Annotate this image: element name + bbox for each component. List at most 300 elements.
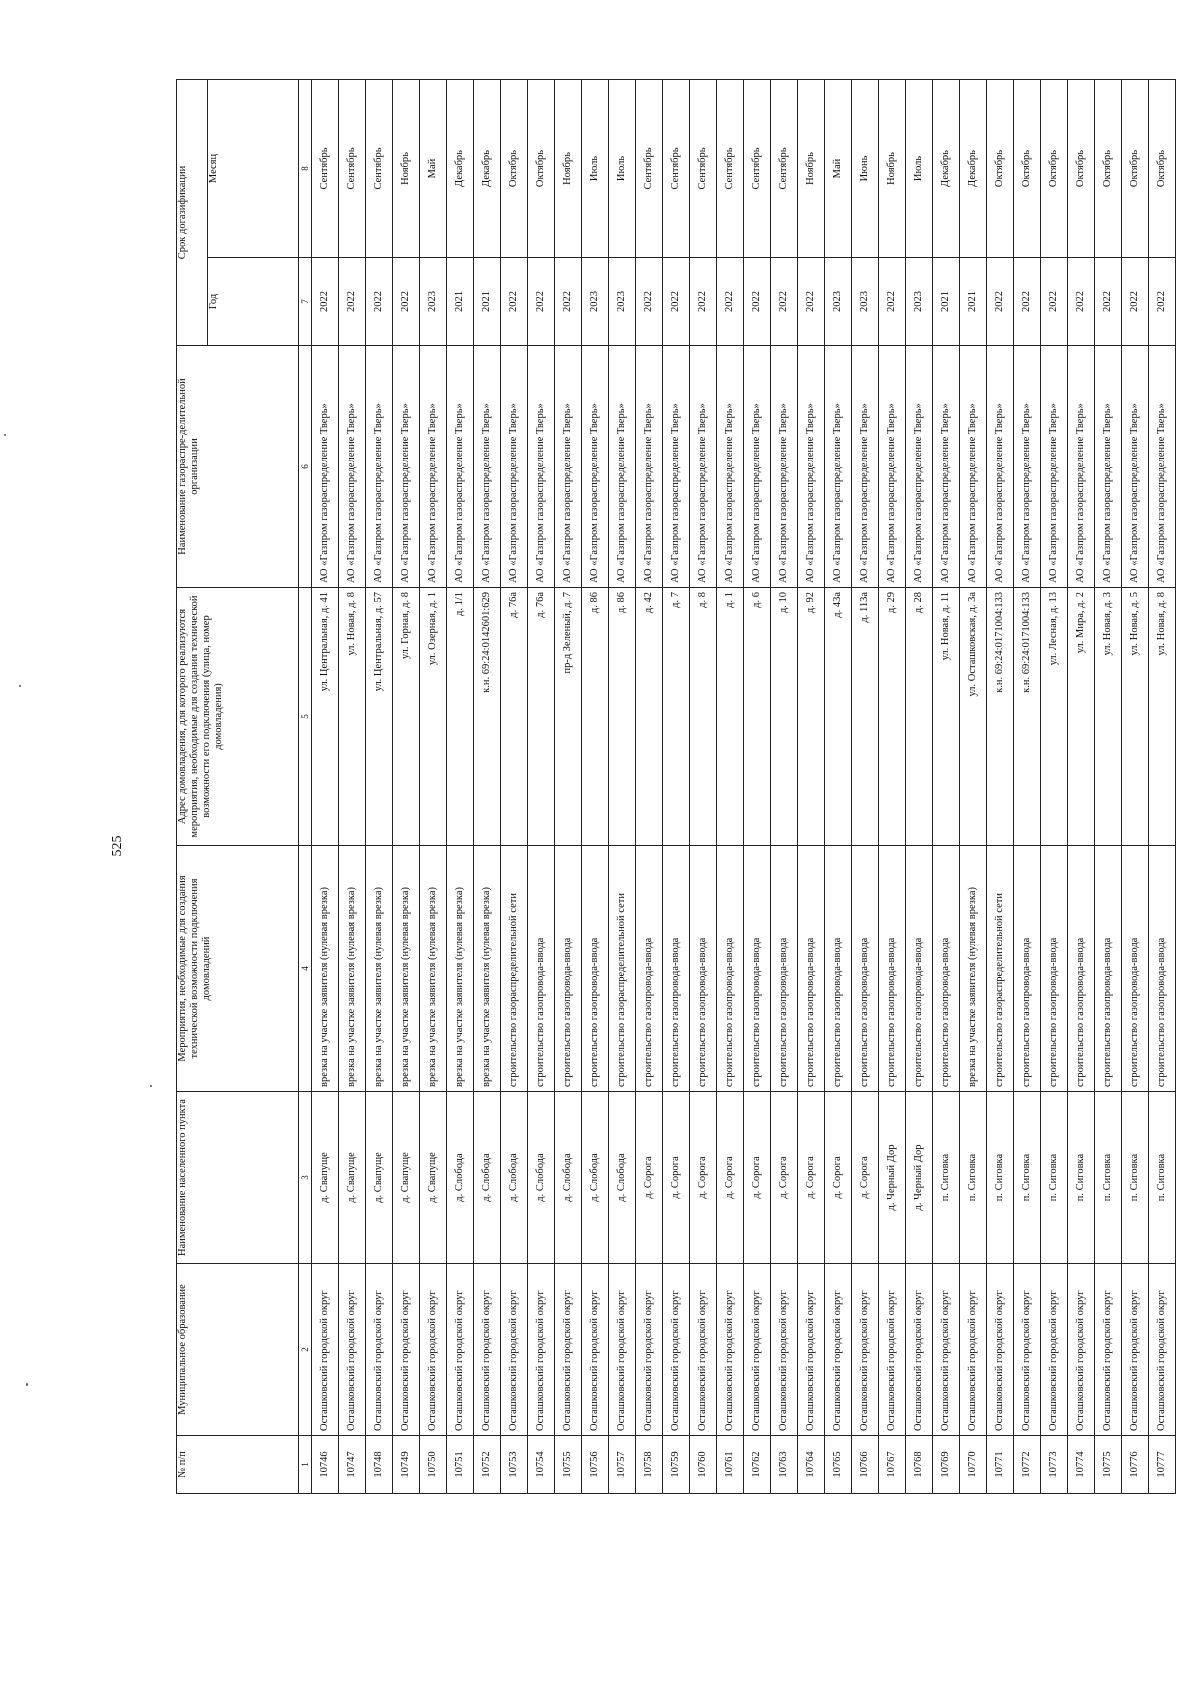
table-row	[1095, 79, 1122, 1493]
table-row	[474, 79, 501, 1493]
month-cell: Октябрь	[528, 79, 555, 257]
table-row	[528, 79, 555, 1493]
municipality-cell: Осташковский городской округ	[609, 1264, 636, 1436]
month-cell: Сентябрь	[744, 79, 771, 257]
address-cell: ул. Лесная, д. 13	[1041, 588, 1068, 846]
row-number: 10776	[1122, 1436, 1149, 1494]
table-row	[906, 79, 933, 1493]
locality-cell: п. Сиговка	[960, 1092, 987, 1264]
header-num: № п/п	[177, 1436, 299, 1494]
activity-cell: строительство газопровода-ввода	[1149, 846, 1176, 1092]
address-cell: д. 43а	[825, 588, 852, 846]
organization-cell: АО «Газпром газораспределение Тверь»	[717, 346, 744, 588]
address-cell: ул. Осташковская, д. 3а	[960, 588, 987, 846]
year-cell: 2023	[906, 258, 933, 346]
column-number: 1	[299, 1436, 312, 1494]
locality-cell: п. Сиговка	[1068, 1092, 1095, 1264]
address-cell: д. 76а	[528, 588, 555, 846]
year-cell: 2021	[933, 258, 960, 346]
municipality-cell: Осташковский городской округ	[1041, 1264, 1068, 1436]
header-term: Срок догазификации	[177, 79, 208, 345]
table-row	[987, 79, 1014, 1493]
row-number: 10751	[447, 1436, 474, 1494]
row-number: 10764	[798, 1436, 825, 1494]
month-cell: Июль	[906, 79, 933, 257]
year-cell: 2021	[474, 258, 501, 346]
locality-cell: п. Сиговка	[1122, 1092, 1149, 1264]
header-municipality: Муниципальное образование	[177, 1264, 299, 1436]
address-cell: ул. Горная, д. 8	[393, 588, 420, 846]
row-number: 10753	[501, 1436, 528, 1494]
municipality-cell: Осташковский городской округ	[339, 1264, 366, 1436]
header-year: Год	[208, 258, 299, 346]
municipality-cell: Осташковский городской округ	[933, 1264, 960, 1436]
header-activity: Мероприятия, необходимые для создания технической возможности подключения домовладений	[177, 846, 299, 1092]
locality-cell: д. Сорога	[744, 1092, 771, 1264]
scan-speck	[26, 1383, 28, 1386]
organization-cell: АО «Газпром газораспределение Тверь»	[609, 346, 636, 588]
year-cell: 2022	[1149, 258, 1176, 346]
year-cell: 2022	[528, 258, 555, 346]
row-number: 10775	[1095, 1436, 1122, 1494]
activity-cell: строительство газопровода-ввода	[1041, 846, 1068, 1092]
row-number: 10763	[771, 1436, 798, 1494]
locality-cell: п. Сиговка	[987, 1092, 1014, 1264]
address-cell: д. 1/1	[447, 588, 474, 846]
scan-speck	[4, 434, 6, 436]
row-number: 10767	[879, 1436, 906, 1494]
organization-cell: АО «Газпром газораспределение Тверь»	[1149, 346, 1176, 588]
municipality-cell: Осташковский городской округ	[582, 1264, 609, 1436]
activity-cell: врезка на участке заявителя (нулевая врезка)	[339, 846, 366, 1092]
municipality-cell: Осташковский городской округ	[1149, 1264, 1176, 1436]
address-cell: ул. Мира, д. 2	[1068, 588, 1095, 846]
row-number: 10774	[1068, 1436, 1095, 1494]
activity-cell: строительство газораспределительной сети	[609, 846, 636, 1092]
organization-cell: АО «Газпром газораспределение Тверь»	[339, 346, 366, 588]
activity-cell: строительство газопровода-ввода	[825, 846, 852, 1092]
table-row	[393, 79, 420, 1493]
activity-cell: врезка на участке заявителя (нулевая врезка)	[366, 846, 393, 1092]
row-number: 10754	[528, 1436, 555, 1494]
address-cell: ул. Новая, д. 8	[1149, 588, 1176, 846]
municipality-cell: Осташковский городской округ	[825, 1264, 852, 1436]
activity-cell: строительство газопровода-ввода	[906, 846, 933, 1092]
address-cell: д. 10	[771, 588, 798, 846]
locality-cell: д. Сорога	[717, 1092, 744, 1264]
table-row	[339, 79, 366, 1493]
address-cell: д. 29	[879, 588, 906, 846]
table-row	[1014, 79, 1041, 1493]
table-row	[798, 79, 825, 1493]
month-cell: Июнь	[852, 79, 879, 257]
row-number: 10752	[474, 1436, 501, 1494]
table-row	[420, 79, 447, 1493]
month-cell: Сентябрь	[663, 79, 690, 257]
month-cell: Октябрь	[1095, 79, 1122, 257]
row-number: 10777	[1149, 1436, 1176, 1494]
month-cell: Декабрь	[933, 79, 960, 257]
month-cell: Октябрь	[1122, 79, 1149, 257]
table-row	[852, 79, 879, 1493]
organization-cell: АО «Газпром газораспределение Тверь»	[1068, 346, 1095, 588]
address-cell: ул. Новая, д. 8	[339, 588, 366, 846]
organization-cell: АО «Газпром газораспределение Тверь»	[393, 346, 420, 588]
activity-cell: строительство газопровода-ввода	[663, 846, 690, 1092]
month-cell: Ноябрь	[393, 79, 420, 257]
row-number: 10755	[555, 1436, 582, 1494]
activity-cell: строительство газопровода-ввода	[744, 846, 771, 1092]
month-cell: Ноябрь	[879, 79, 906, 257]
year-cell: 2022	[1095, 258, 1122, 346]
month-cell: Декабрь	[474, 79, 501, 257]
year-cell: 2022	[663, 258, 690, 346]
scan-speck	[150, 1085, 152, 1087]
year-cell: 2021	[960, 258, 987, 346]
municipality-cell: Осташковский городской округ	[501, 1264, 528, 1436]
locality-cell: д. Сорога	[771, 1092, 798, 1264]
address-cell: к.н. 69:24:0142601:629	[474, 588, 501, 846]
document-page	[176, 80, 1167, 1494]
municipality-cell: Осташковский городской округ	[555, 1264, 582, 1436]
municipality-cell: Осташковский городской округ	[447, 1264, 474, 1436]
locality-cell: д. Сорога	[663, 1092, 690, 1264]
organization-cell: АО «Газпром газораспределение Тверь»	[879, 346, 906, 588]
row-number: 10773	[1041, 1436, 1068, 1494]
year-cell: 2022	[1041, 258, 1068, 346]
rotated-table-frame	[176, 80, 1167, 1494]
column-number: 4	[299, 846, 312, 1092]
address-cell: д. 86	[609, 588, 636, 846]
month-cell: Ноябрь	[798, 79, 825, 257]
header-locality: Наименование населенного пункта	[177, 1092, 299, 1264]
municipality-cell: Осташковский городской округ	[1068, 1264, 1095, 1436]
organization-cell: АО «Газпром газораспределение Тверь»	[447, 346, 474, 588]
month-cell: Сентябрь	[771, 79, 798, 257]
municipality-cell: Осташковский городской округ	[744, 1264, 771, 1436]
organization-cell: АО «Газпром газораспределение Тверь»	[474, 346, 501, 588]
municipality-cell: Осташковский городской округ	[636, 1264, 663, 1436]
locality-cell: д. Сорога	[852, 1092, 879, 1264]
month-cell: Сентябрь	[717, 79, 744, 257]
address-cell: д. 76а	[501, 588, 528, 846]
activity-cell: строительство газопровода-ввода	[879, 846, 906, 1092]
row-number: 10766	[852, 1436, 879, 1494]
activity-cell: строительство газопровода-ввода	[1122, 846, 1149, 1092]
header-month: Месяц	[208, 79, 299, 257]
table-row	[771, 79, 798, 1493]
locality-cell: п. Сиговка	[1095, 1092, 1122, 1264]
municipality-cell: Осташковский городской округ	[771, 1264, 798, 1436]
address-cell: д. 92	[798, 588, 825, 846]
month-cell: Октябрь	[501, 79, 528, 257]
organization-cell: АО «Газпром газораспределение Тверь»	[501, 346, 528, 588]
table-row	[1122, 79, 1149, 1493]
month-cell: Октябрь	[1149, 79, 1176, 257]
address-cell: д. 86	[582, 588, 609, 846]
activity-cell: строительство газопровода-ввода	[636, 846, 663, 1092]
activity-cell: врезка на участке заявителя (нулевая врезка)	[474, 846, 501, 1092]
column-numbers-row	[299, 79, 312, 1493]
organization-cell: АО «Газпром газораспределение Тверь»	[960, 346, 987, 588]
activity-cell: врезка на участке заявителя (нулевая врезка)	[312, 846, 339, 1092]
municipality-cell: Осташковский городской округ	[690, 1264, 717, 1436]
year-cell: 2022	[366, 258, 393, 346]
locality-cell: д. Черный Дор	[879, 1092, 906, 1264]
organization-cell: АО «Газпром газораспределение Тверь»	[1014, 346, 1041, 588]
activity-cell: строительство газопровода-ввода	[1014, 846, 1041, 1092]
municipality-cell: Осташковский городской округ	[798, 1264, 825, 1436]
month-cell: Июль	[609, 79, 636, 257]
activity-cell: строительство газопровода-ввода	[717, 846, 744, 1092]
month-cell: Май	[825, 79, 852, 257]
table-row	[1068, 79, 1095, 1493]
municipality-cell: Осташковский городской округ	[393, 1264, 420, 1436]
year-cell: 2023	[582, 258, 609, 346]
organization-cell: АО «Газпром газораспределение Тверь»	[366, 346, 393, 588]
month-cell: Декабрь	[960, 79, 987, 257]
table-row	[447, 79, 474, 1493]
year-cell: 2022	[798, 258, 825, 346]
table-body	[312, 79, 1176, 1493]
locality-cell: д. Свапуще	[312, 1092, 339, 1264]
activity-cell: строительство газопровода-ввода	[1095, 846, 1122, 1092]
table-row	[636, 79, 663, 1493]
locality-cell: п. Сиговка	[1041, 1092, 1068, 1264]
row-number: 10756	[582, 1436, 609, 1494]
municipality-cell: Осташковский городской округ	[366, 1264, 393, 1436]
address-cell: пр-д Зеленый, д. 7	[555, 588, 582, 846]
year-cell: 2022	[1014, 258, 1041, 346]
year-cell: 2022	[312, 258, 339, 346]
column-number: 7	[299, 258, 312, 346]
table-row	[663, 79, 690, 1493]
table-header	[177, 79, 312, 1493]
activity-cell: строительство газораспределительной сети	[501, 846, 528, 1092]
table-row	[366, 79, 393, 1493]
municipality-cell: Осташковский городской округ	[852, 1264, 879, 1436]
month-cell: Октябрь	[1041, 79, 1068, 257]
page-number: 525	[110, 835, 125, 857]
locality-cell: д. Свапуще	[366, 1092, 393, 1264]
row-number: 10765	[825, 1436, 852, 1494]
table-row	[960, 79, 987, 1493]
municipality-cell: Осташковский городской округ	[879, 1264, 906, 1436]
address-cell: ул. Новая, д. 3	[1095, 588, 1122, 846]
organization-cell: АО «Газпром газораспределение Тверь»	[636, 346, 663, 588]
activity-cell: строительство газопровода-ввода	[555, 846, 582, 1092]
year-cell: 2023	[825, 258, 852, 346]
activity-cell: врезка на участке заявителя (нулевая врезка)	[447, 846, 474, 1092]
scan-speck	[19, 685, 21, 687]
row-number: 10762	[744, 1436, 771, 1494]
municipality-cell: Осташковский городской округ	[474, 1264, 501, 1436]
organization-cell: АО «Газпром газораспределение Тверь»	[771, 346, 798, 588]
row-number: 10748	[366, 1436, 393, 1494]
row-number: 10759	[663, 1436, 690, 1494]
table-row	[582, 79, 609, 1493]
month-cell: Май	[420, 79, 447, 257]
locality-cell: д. Слобода	[474, 1092, 501, 1264]
activity-cell: строительство газопровода-ввода	[690, 846, 717, 1092]
locality-cell: п. Сиговка	[933, 1092, 960, 1264]
address-cell: д. 8	[690, 588, 717, 846]
row-number: 10770	[960, 1436, 987, 1494]
address-cell: д. 113а	[852, 588, 879, 846]
address-cell: д. 28	[906, 588, 933, 846]
municipality-cell: Осташковский городской округ	[717, 1264, 744, 1436]
locality-cell: д. Черный Дор	[906, 1092, 933, 1264]
table-row	[609, 79, 636, 1493]
column-number: 2	[299, 1264, 312, 1436]
address-cell: д. 1	[717, 588, 744, 846]
year-cell: 2022	[771, 258, 798, 346]
organization-cell: АО «Газпром газораспределение Тверь»	[1095, 346, 1122, 588]
header-address: Адрес домовладения, для которого реализуются мероприятия, необходимые для создания технической возможности его подключения (улица, номер домовладения)	[177, 588, 299, 846]
activity-cell: строительство газораспределительной сети	[987, 846, 1014, 1092]
month-cell: Октябрь	[987, 79, 1014, 257]
year-cell: 2022	[393, 258, 420, 346]
organization-cell: АО «Газпром газораспределение Тверь»	[744, 346, 771, 588]
year-cell: 2022	[1068, 258, 1095, 346]
row-number: 10769	[933, 1436, 960, 1494]
activity-cell: строительство газопровода-ввода	[582, 846, 609, 1092]
year-cell: 2022	[501, 258, 528, 346]
address-cell: ул. Новая, д. 5	[1122, 588, 1149, 846]
activity-cell: строительство газопровода-ввода	[1068, 846, 1095, 1092]
locality-cell: д. Сорога	[690, 1092, 717, 1264]
row-number: 10757	[609, 1436, 636, 1494]
activity-cell: строительство газопровода-ввода	[933, 846, 960, 1092]
year-cell: 2022	[555, 258, 582, 346]
month-cell: Сентябрь	[339, 79, 366, 257]
year-cell: 2023	[852, 258, 879, 346]
organization-cell: АО «Газпром газораспределение Тверь»	[1122, 346, 1149, 588]
address-cell: к.н. 69:24:0171004:133	[1014, 588, 1041, 846]
activity-cell: строительство газопровода-ввода	[852, 846, 879, 1092]
row-number: 10747	[339, 1436, 366, 1494]
address-cell: д. 42	[636, 588, 663, 846]
municipality-cell: Осташковский городской округ	[1014, 1264, 1041, 1436]
table-row	[501, 79, 528, 1493]
address-cell: д. 7	[663, 588, 690, 846]
year-cell: 2022	[987, 258, 1014, 346]
activity-cell: строительство газопровода-ввода	[528, 846, 555, 1092]
organization-cell: АО «Газпром газораспределение Тверь»	[1041, 346, 1068, 588]
organization-cell: АО «Газпром газораспределение Тверь»	[690, 346, 717, 588]
year-cell: 2022	[744, 258, 771, 346]
municipality-cell: Осташковский городской округ	[906, 1264, 933, 1436]
activity-cell: врезка на участке заявителя (нулевая врезка)	[960, 846, 987, 1092]
month-cell: Сентябрь	[312, 79, 339, 257]
column-number: 3	[299, 1092, 312, 1264]
table-row	[312, 79, 339, 1493]
locality-cell: д. Слобода	[447, 1092, 474, 1264]
municipality-cell: Осташковский городской округ	[528, 1264, 555, 1436]
municipality-cell: Осташковский городской округ	[1095, 1264, 1122, 1436]
locality-cell: д. Слобода	[501, 1092, 528, 1264]
month-cell: Сентябрь	[366, 79, 393, 257]
address-cell: ул. Озерная, д. 1	[420, 588, 447, 846]
address-cell: д. 6	[744, 588, 771, 846]
gasification-table	[176, 79, 1176, 1494]
row-number: 10746	[312, 1436, 339, 1494]
address-cell: ул. Центральная, д. 57	[366, 588, 393, 846]
year-cell: 2022	[690, 258, 717, 346]
table-row	[879, 79, 906, 1493]
municipality-cell: Осташковский городской округ	[960, 1264, 987, 1436]
row-number: 10758	[636, 1436, 663, 1494]
month-cell: Октябрь	[1068, 79, 1095, 257]
header-organization: Наименование газораспре-делительной организации	[177, 346, 299, 588]
table-row	[744, 79, 771, 1493]
month-cell: Ноябрь	[555, 79, 582, 257]
month-cell: Июль	[582, 79, 609, 257]
organization-cell: АО «Газпром газораспределение Тверь»	[312, 346, 339, 588]
organization-cell: АО «Газпром газораспределение Тверь»	[528, 346, 555, 588]
month-cell: Декабрь	[447, 79, 474, 257]
organization-cell: АО «Газпром газораспределение Тверь»	[555, 346, 582, 588]
table-row	[555, 79, 582, 1493]
year-cell: 2023	[420, 258, 447, 346]
locality-cell: д. Слобода	[528, 1092, 555, 1264]
activity-cell: врезка на участке заявителя (нулевая врезка)	[393, 846, 420, 1092]
address-cell: ул. Центральная, д. 41	[312, 588, 339, 846]
year-cell: 2022	[1122, 258, 1149, 346]
row-number: 10761	[717, 1436, 744, 1494]
row-number: 10768	[906, 1436, 933, 1494]
locality-cell: д. Свапуще	[339, 1092, 366, 1264]
month-cell: Октябрь	[1014, 79, 1041, 257]
locality-cell: д. Сорога	[825, 1092, 852, 1264]
table-row	[1041, 79, 1068, 1493]
year-cell: 2022	[717, 258, 744, 346]
organization-cell: АО «Газпром газораспределение Тверь»	[798, 346, 825, 588]
organization-cell: АО «Газпром газораспределение Тверь»	[825, 346, 852, 588]
locality-cell: д. Слобода	[582, 1092, 609, 1264]
month-cell: Сентябрь	[636, 79, 663, 257]
table-row	[933, 79, 960, 1493]
table-row	[717, 79, 744, 1493]
municipality-cell: Осташковский городской округ	[312, 1264, 339, 1436]
column-number: 6	[299, 346, 312, 588]
municipality-cell: Осташковский городской округ	[420, 1264, 447, 1436]
locality-cell: д. Сорога	[636, 1092, 663, 1264]
table-row	[690, 79, 717, 1493]
year-cell: 2022	[636, 258, 663, 346]
address-cell: ул. Новая, д. 11	[933, 588, 960, 846]
year-cell: 2022	[879, 258, 906, 346]
municipality-cell: Осташковский городской округ	[1122, 1264, 1149, 1436]
organization-cell: АО «Газпром газораспределение Тверь»	[852, 346, 879, 588]
locality-cell: д. Слобода	[609, 1092, 636, 1264]
organization-cell: АО «Газпром газораспределение Тверь»	[420, 346, 447, 588]
table-row	[1149, 79, 1176, 1493]
row-number: 10760	[690, 1436, 717, 1494]
organization-cell: АО «Газпром газораспределение Тверь»	[582, 346, 609, 588]
column-number: 8	[299, 79, 312, 257]
municipality-cell: Осташковский городской округ	[987, 1264, 1014, 1436]
year-cell: 2023	[609, 258, 636, 346]
organization-cell: АО «Газпром газораспределение Тверь»	[933, 346, 960, 588]
organization-cell: АО «Газпром газораспределение Тверь»	[663, 346, 690, 588]
municipality-cell: Осташковский городской округ	[663, 1264, 690, 1436]
row-number: 10771	[987, 1436, 1014, 1494]
locality-cell: п. Сиговка	[1014, 1092, 1041, 1264]
activity-cell: строительство газопровода-ввода	[798, 846, 825, 1092]
year-cell: 2021	[447, 258, 474, 346]
activity-cell: врезка на участке заявителя (нулевая врезка)	[420, 846, 447, 1092]
